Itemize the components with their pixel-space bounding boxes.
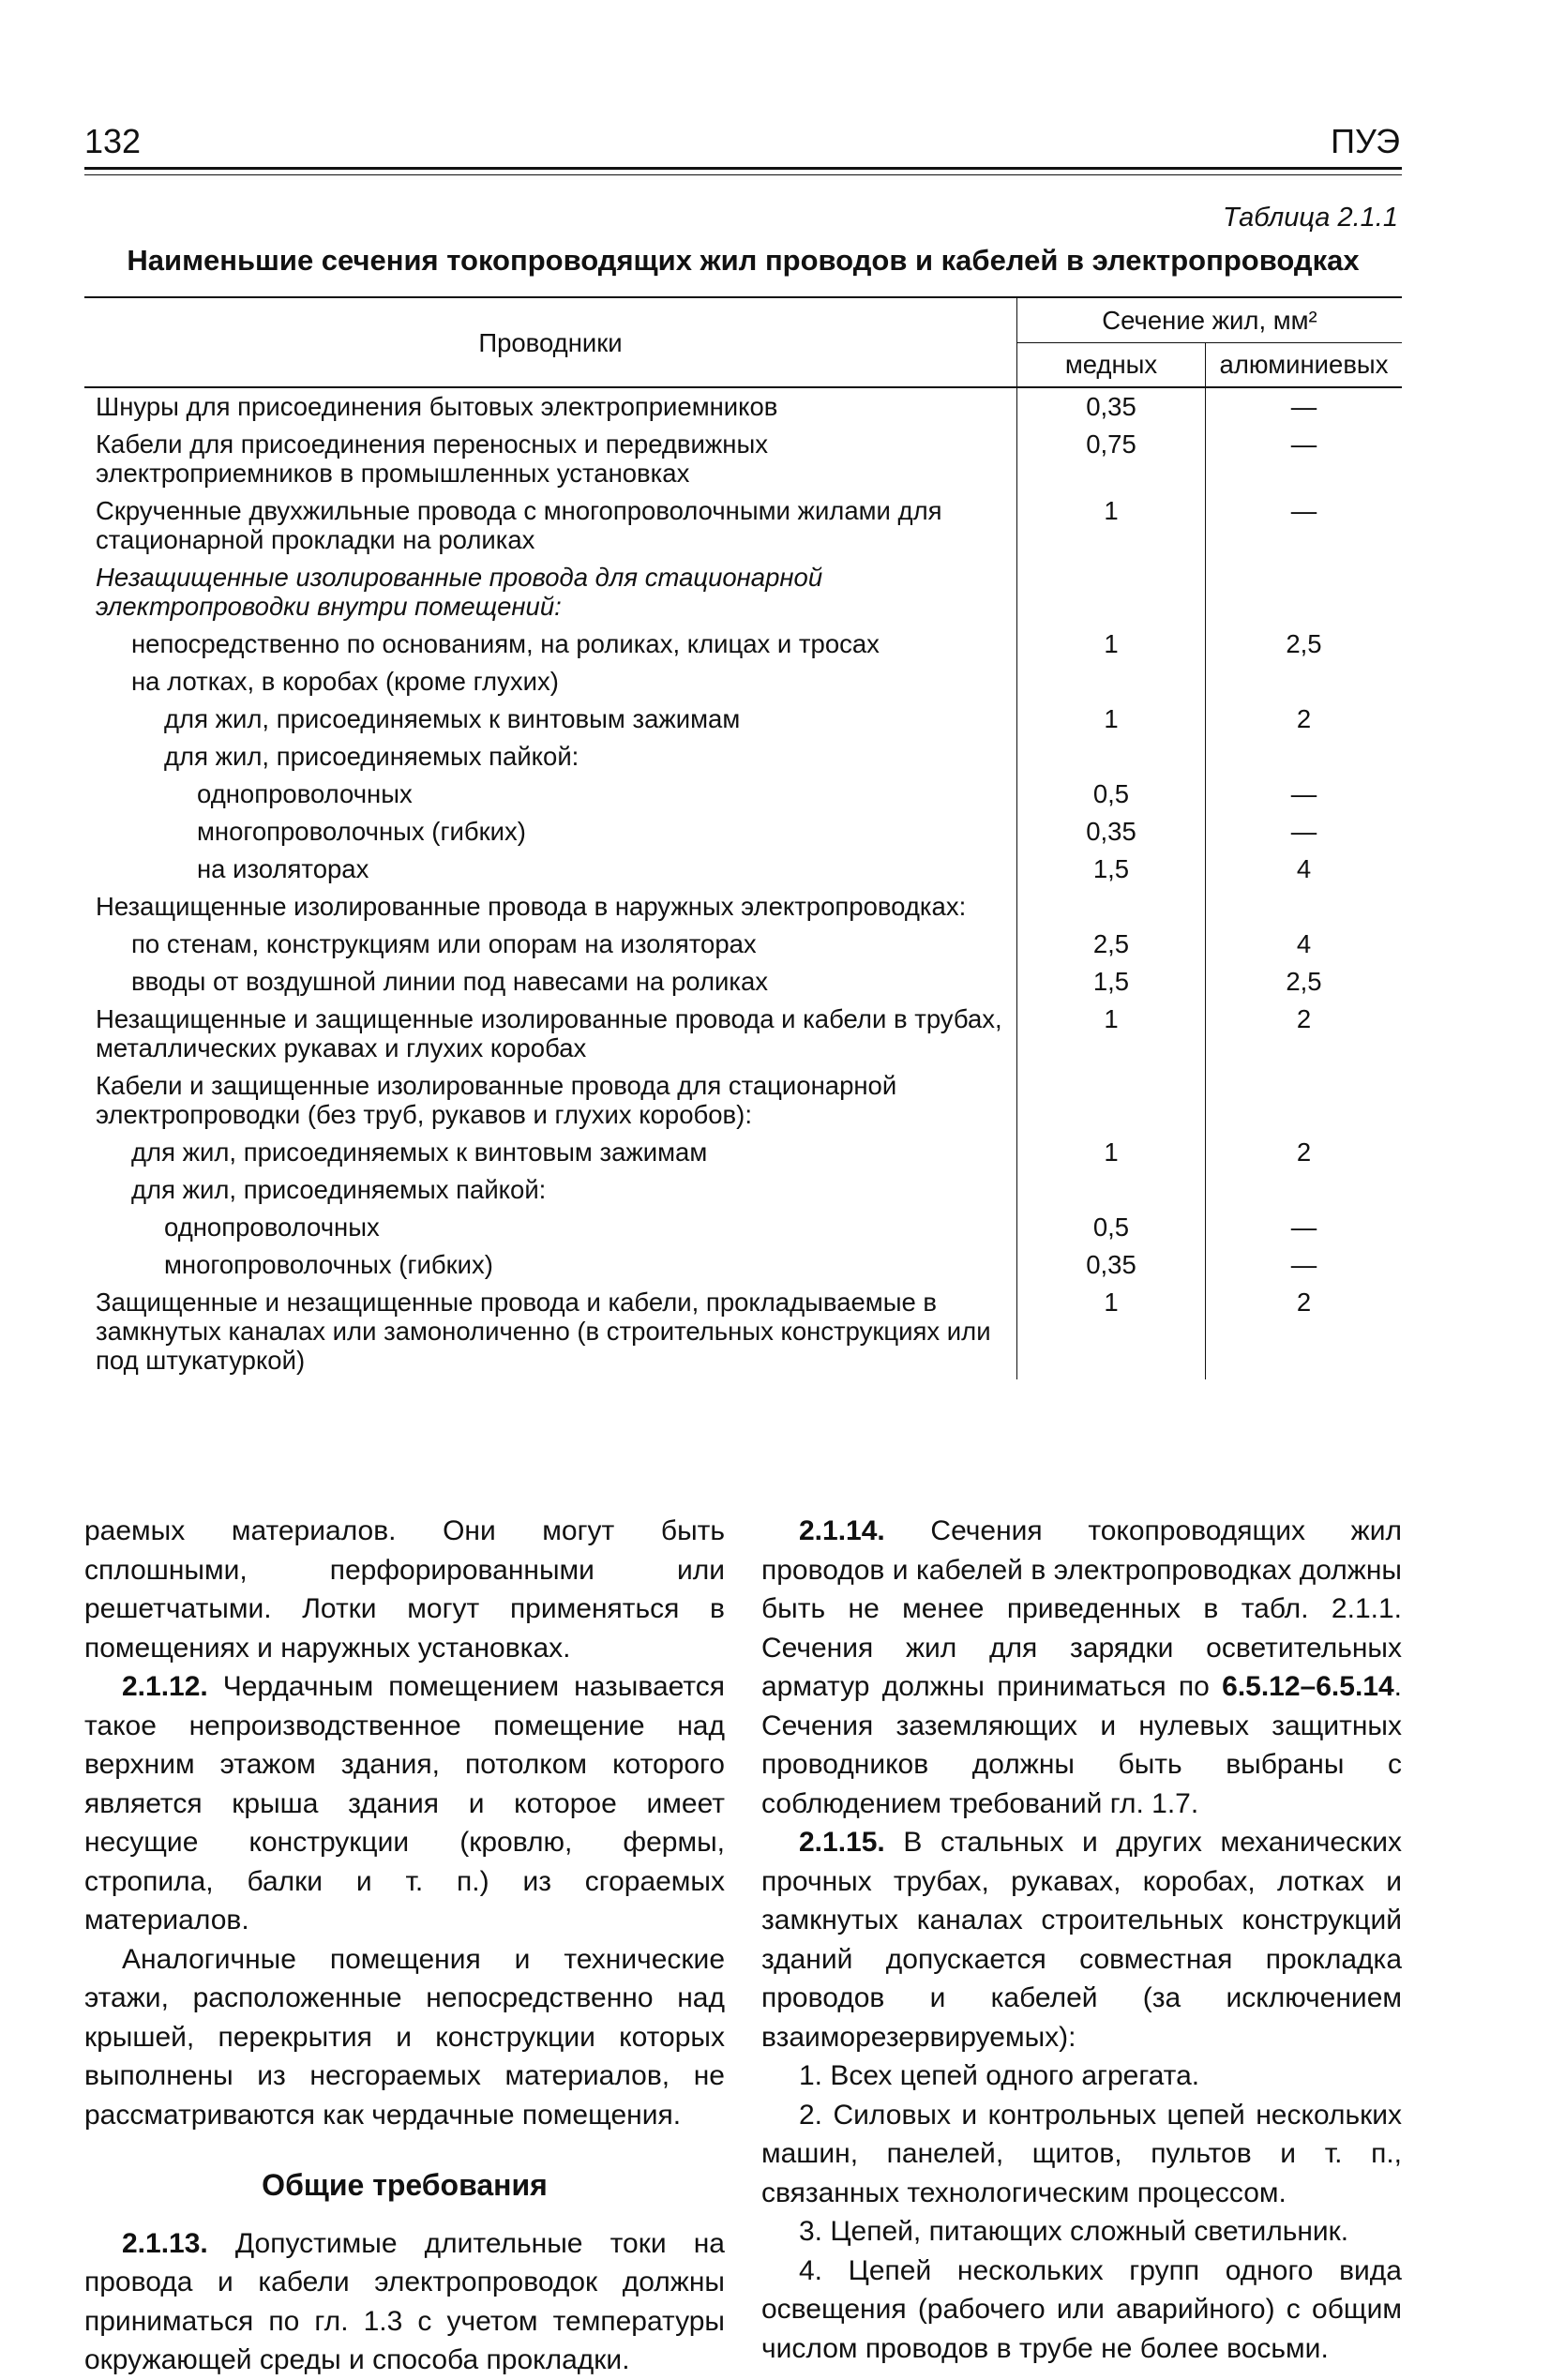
clause-number: 2.1.12.	[122, 1671, 208, 1702]
row-aluminum: 2,5	[1286, 967, 1322, 996]
table-row	[84, 1134, 1402, 1171]
paragraph-text: Сечения токопроводящих жил проводов и кабелей в электропроводках должны быть не менее приведенных в табл. 2.1.1. Сечения жил для зарядки осветительных арматур должны приниматься по	[761, 1515, 1402, 1702]
paragraph-2-1-13	[84, 2224, 725, 2380]
table-row	[84, 1284, 1402, 1379]
table-title: Наименьшие сечения токопроводящих жил проводов и кабелей в электропроводках	[127, 244, 1360, 277]
row-name: для жил, присоединяемых пайкой:	[84, 738, 1017, 776]
row-name: вводы от воздушной линии под навесами на роликах	[84, 963, 1017, 1001]
row-name: многопроволочных (гибких)	[84, 813, 1017, 851]
row-copper: 1	[1017, 492, 1206, 559]
paragraph-similar-rooms: Аналогичные помещения и технические этажи, расположенные непосредственно над крышей, перекрытия и конструкции которых выполнены из несгораемых материалов, не рассматриваются как чердачные помещения.	[84, 1943, 725, 2131]
row-copper: 1	[1017, 700, 1206, 738]
column-header-aluminum: алюминиевых	[1206, 342, 1403, 387]
list-item: 3. Цепей, питающих сложный светильник.	[799, 2216, 1349, 2247]
page-number: 132	[84, 122, 142, 160]
row-copper	[1017, 1171, 1206, 1209]
row-name: для жил, присоединяемых пайкой:	[84, 1171, 1017, 1209]
clause-number: 2.1.13.	[122, 2227, 208, 2259]
row-aluminum: —	[1290, 817, 1317, 846]
row-name: для жил, присоединяемых к винтовым зажимам	[84, 700, 1017, 738]
table-row	[84, 776, 1402, 813]
paragraph-continuation: раемых материалов. Они могут быть сплошными, перфорированными или решетчатыми. Лотки могут применяться в помещениях и наружных установках.	[84, 1515, 725, 1664]
running-head: ПУЭ	[1331, 122, 1400, 160]
table-row-group-header	[84, 1067, 1402, 1134]
paragraph-2-1-14	[761, 1512, 1402, 1823]
row-name: многопроволочных (гибких)	[84, 1246, 1017, 1284]
header-rule-thin	[84, 174, 1402, 175]
row-aluminum	[1206, 1171, 1403, 1209]
table-row	[84, 813, 1402, 851]
column-header-section: Сечение жил, мм²	[1017, 297, 1403, 342]
row-copper: 1,5	[1017, 851, 1206, 888]
row-copper: 1	[1017, 1134, 1206, 1171]
row-copper: 0,35	[1017, 387, 1206, 426]
row-aluminum: —	[1290, 779, 1317, 808]
wire-section-table	[84, 296, 1402, 1379]
row-name: для жил, присоединяемых к винтовым зажимам	[84, 1134, 1017, 1171]
row-copper: 1	[1017, 1284, 1206, 1379]
row-aluminum	[1206, 559, 1403, 625]
row-copper	[1017, 738, 1206, 776]
row-name: Незащищенные изолированные провода в наружных электропроводках:	[84, 888, 1017, 926]
paragraph-text: Чердачным помещением называется такое непроизводственное помещение над верхним этажом здания, потолком которого является крыша здания и которое имеет несущие конструкции (кровлю, фермы, стропила, балки и т. п.) из сгораемых материалов.	[84, 1671, 725, 1936]
row-name: однопроволочных	[84, 776, 1017, 813]
row-name: на лотках, в коробах (кроме глухих)	[84, 663, 1017, 700]
row-name: Шнуры для присоединения бытовых электроприемников	[84, 387, 1017, 426]
section-heading: Общие требования	[262, 2168, 548, 2202]
row-name: по стенам, конструкциям или опорам на изоляторах	[84, 926, 1017, 963]
row-copper: 0,35	[1017, 813, 1206, 851]
table-row	[84, 1001, 1402, 1067]
row-aluminum: 2,5	[1286, 629, 1322, 658]
row-name: Незащищенные и защищенные изолированные провода и кабели в трубах, металлических рукавах и глухих коробах	[84, 1001, 1017, 1067]
paragraph-text: В стальных и других механических прочных трубах, рукавах, коробах, лотках и замкнутых каналах строительных конструкций зданий допускается совместная прокладка проводов и кабелей (за исключением взаиморезервируемых):	[761, 1827, 1402, 2053]
row-aluminum	[1206, 888, 1403, 926]
table-caption: Таблица 2.1.1	[1223, 203, 1398, 233]
column-header-copper: медных	[1017, 342, 1206, 387]
row-aluminum: —	[1290, 1250, 1317, 1279]
table-row	[84, 663, 1402, 700]
row-copper	[1017, 888, 1206, 926]
row-copper	[1017, 663, 1206, 700]
table-row-group-header	[84, 559, 1402, 625]
table-row	[84, 387, 1402, 426]
row-copper: 1	[1017, 625, 1206, 663]
row-copper: 0,75	[1017, 426, 1206, 492]
paragraph-text: . Сечения заземляющих и нулевых защитных проводников должны быть выбраны с соблюдением требований гл. 1.7.	[761, 1671, 1402, 1819]
row-copper	[1017, 559, 1206, 625]
row-copper: 2,5	[1017, 926, 1206, 963]
clause-reference: 6.5.12–6.5.14	[1222, 1671, 1394, 1702]
row-aluminum: —	[1290, 496, 1317, 525]
row-name: однопроволочных	[84, 1209, 1017, 1246]
table-row-group-header	[84, 888, 1402, 926]
row-aluminum: —	[1290, 392, 1317, 421]
row-name: непосредственно по основаниям, на роликах, клицах и тросах	[84, 625, 1017, 663]
row-copper: 1	[1017, 1001, 1206, 1067]
clause-number: 2.1.15.	[799, 1827, 885, 1858]
row-aluminum: 2	[1296, 704, 1312, 733]
row-aluminum: 2	[1296, 1288, 1312, 1317]
row-aluminum: —	[1290, 429, 1317, 459]
row-name: Незащищенные изолированные провода для стационарной электропроводки внутри помещений:	[84, 559, 1017, 625]
row-aluminum: 2	[1296, 1137, 1312, 1167]
list-item: 4. Цепей нескольких групп одного вида освещения (рабочего или аварийного) с общим числом проводов в трубе не более восьми.	[761, 2254, 1402, 2364]
table-row	[84, 963, 1402, 1001]
paragraph-2-1-12	[84, 1667, 725, 1940]
table-row	[84, 1171, 1402, 1209]
row-aluminum	[1206, 738, 1403, 776]
row-aluminum: 4	[1296, 854, 1312, 883]
row-copper: 0,5	[1017, 776, 1206, 813]
list-item: 1. Всех цепей одного агрегата.	[799, 2060, 1200, 2091]
row-name: Защищенные и незащищенные провода и кабели, прокладываемые в замкнутых каналах или замоноличенно (в строительных конструкциях или под штукатуркой)	[84, 1284, 1017, 1379]
row-name: Кабели и защищенные изолированные провода для стационарной электропроводки (без труб, рукавов и глухих коробов):	[84, 1067, 1017, 1134]
table-row	[84, 426, 1402, 492]
table-row	[84, 738, 1402, 776]
left-text-column	[84, 1512, 725, 2380]
paragraph-2-1-15	[761, 1823, 1402, 2056]
clause-number: 2.1.14.	[799, 1515, 885, 1546]
table-row	[84, 625, 1402, 663]
row-copper: 0,35	[1017, 1246, 1206, 1284]
table-row	[84, 1209, 1402, 1246]
row-name: на изоляторах	[84, 851, 1017, 888]
table-row	[84, 492, 1402, 559]
column-header-conductors: Проводники	[84, 297, 1017, 387]
row-aluminum	[1206, 1067, 1403, 1134]
row-aluminum: —	[1290, 1213, 1317, 1242]
table-row	[84, 700, 1402, 738]
row-copper: 1,5	[1017, 963, 1206, 1001]
table-row	[84, 926, 1402, 963]
row-name: Скрученные двухжильные провода с многопроволочными жилами для стационарной прокладки на роликах	[84, 492, 1017, 559]
header-rule-thick	[84, 167, 1402, 170]
row-name: Кабели для присоединения переносных и передвижных электроприемников в промышленных установках	[84, 426, 1017, 492]
right-text-column	[761, 1512, 1402, 2368]
row-copper: 0,5	[1017, 1209, 1206, 1246]
row-aluminum: 4	[1296, 929, 1312, 958]
row-aluminum: 2	[1296, 1004, 1312, 1033]
table-row	[84, 1246, 1402, 1284]
row-copper	[1017, 1067, 1206, 1134]
row-aluminum	[1206, 663, 1403, 700]
paragraph-text: Допустимые длительные токи на провода и кабели электропроводок должны приниматься по гл. 1.3 с учетом температуры окружающей среды и способа прокладки.	[84, 2227, 725, 2375]
table-row	[84, 851, 1402, 888]
list-item: 2. Силовых и контрольных цепей нескольких машин, панелей, щитов, пультов и т. п., связанных технологическим процессом.	[761, 2099, 1402, 2208]
